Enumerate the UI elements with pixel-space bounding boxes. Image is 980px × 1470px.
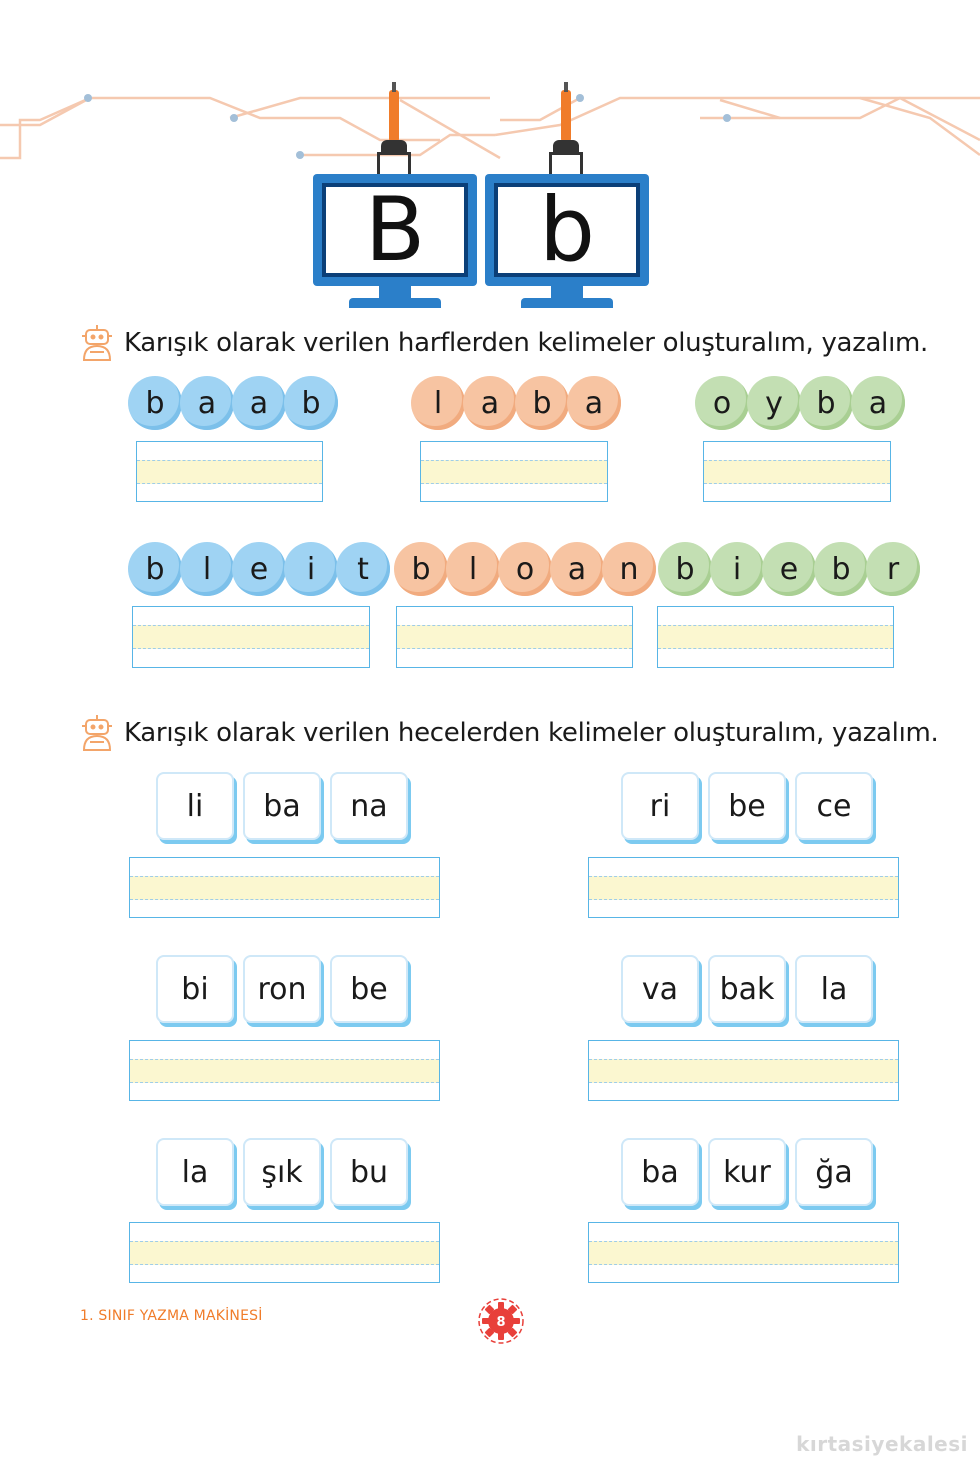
monitor-uppercase bbox=[313, 90, 477, 316]
letter-bubble: a bbox=[180, 376, 234, 430]
writing-line[interactable] bbox=[396, 606, 633, 668]
letter-bubble: b bbox=[515, 376, 569, 430]
writing-line[interactable] bbox=[420, 441, 608, 502]
letter-group-1 bbox=[128, 376, 336, 430]
syllable-group-2 bbox=[621, 772, 882, 840]
letter-group-2 bbox=[411, 376, 619, 430]
watermark: kırtasiyekalesi bbox=[796, 1432, 968, 1456]
letter-group-6 bbox=[658, 542, 918, 596]
letter-bubble: b bbox=[658, 542, 712, 596]
monitor-screen bbox=[313, 174, 477, 286]
robot-arm-icon bbox=[553, 140, 579, 152]
cable-icon bbox=[389, 90, 399, 142]
letter-bubble: i bbox=[284, 542, 338, 596]
cable-icon bbox=[561, 90, 571, 142]
syllable-card: ri bbox=[621, 772, 699, 840]
writing-line[interactable] bbox=[588, 857, 899, 918]
letter-bubble: e bbox=[232, 542, 286, 596]
letter-bubble: a bbox=[851, 376, 905, 430]
syllable-card: la bbox=[156, 1138, 234, 1206]
section1-instruction: Karışık olarak verilen harflerden kelimeler oluşturalım, yazalım. bbox=[80, 324, 928, 362]
letter-bubble: r bbox=[866, 542, 920, 596]
claw-icon bbox=[377, 152, 411, 174]
lowercase-letter: b bbox=[539, 178, 595, 281]
letter-bubble: l bbox=[411, 376, 465, 430]
writing-line[interactable] bbox=[129, 1222, 440, 1283]
writing-line[interactable] bbox=[703, 441, 891, 502]
syllable-card: be bbox=[330, 955, 408, 1023]
writing-line[interactable] bbox=[136, 441, 323, 502]
letter-bubble: b bbox=[394, 542, 448, 596]
syllable-card: va bbox=[621, 955, 699, 1023]
syllable-card: be bbox=[708, 772, 786, 840]
syllable-card: ğa bbox=[795, 1138, 873, 1206]
letter-bubble: b bbox=[284, 376, 338, 430]
letter-bubble: n bbox=[602, 542, 656, 596]
letter-bubble: a bbox=[550, 542, 604, 596]
page-number-badge bbox=[476, 1296, 526, 1346]
letter-bubble: i bbox=[710, 542, 764, 596]
writing-line[interactable] bbox=[588, 1040, 899, 1101]
letter-bubble: b bbox=[814, 542, 868, 596]
syllable-group-1 bbox=[156, 772, 417, 840]
letter-bubble: l bbox=[446, 542, 500, 596]
syllable-card: bu bbox=[330, 1138, 408, 1206]
letter-bubble: e bbox=[762, 542, 816, 596]
letter-bubble: o bbox=[695, 376, 749, 430]
robot-arm-icon bbox=[381, 140, 407, 152]
letter-bubble: a bbox=[463, 376, 517, 430]
syllable-card: ce bbox=[795, 772, 873, 840]
book-title: 1. SINIF YAZMA MAKİNESİ bbox=[80, 1308, 263, 1324]
writing-line[interactable] bbox=[657, 606, 894, 668]
syllable-card: bak bbox=[708, 955, 786, 1023]
robot-icon bbox=[80, 714, 114, 752]
page-number: 8 bbox=[496, 1315, 506, 1330]
letter-bubble: t bbox=[336, 542, 390, 596]
monitor-lowercase bbox=[485, 90, 649, 316]
letter-bubble: o bbox=[498, 542, 552, 596]
syllable-card: şık bbox=[243, 1138, 321, 1206]
syllable-card: bi bbox=[156, 955, 234, 1023]
syllable-card: kur bbox=[708, 1138, 786, 1206]
letter-bubble: y bbox=[747, 376, 801, 430]
syllable-card: na bbox=[330, 772, 408, 840]
letter-bubble: b bbox=[128, 542, 182, 596]
letter-group-5 bbox=[394, 542, 654, 596]
letter-group-3 bbox=[695, 376, 903, 430]
section2-instruction: Karışık olarak verilen hecelerden kelimeler oluşturalım, yazalım. bbox=[80, 714, 939, 752]
claw-icon bbox=[549, 152, 583, 174]
robot-icon bbox=[80, 324, 114, 362]
writing-line[interactable] bbox=[129, 857, 440, 918]
syllable-card: li bbox=[156, 772, 234, 840]
syllable-group-6 bbox=[621, 1138, 882, 1206]
letter-bubble: b bbox=[799, 376, 853, 430]
letter-bubble: b bbox=[128, 376, 182, 430]
syllable-group-4 bbox=[621, 955, 882, 1023]
writing-line[interactable] bbox=[129, 1040, 440, 1101]
syllable-group-3 bbox=[156, 955, 417, 1023]
syllable-card: ba bbox=[621, 1138, 699, 1206]
letter-bubble: l bbox=[180, 542, 234, 596]
syllable-card: ron bbox=[243, 955, 321, 1023]
uppercase-letter: B bbox=[364, 178, 426, 281]
gear-icon bbox=[476, 1296, 526, 1346]
syllable-card: ba bbox=[243, 772, 321, 840]
letter-bubble: a bbox=[567, 376, 621, 430]
writing-line[interactable] bbox=[588, 1222, 899, 1283]
syllable-card: la bbox=[795, 955, 873, 1023]
syllable-group-5 bbox=[156, 1138, 417, 1206]
letter-group-4 bbox=[128, 542, 388, 596]
letter-bubble: a bbox=[232, 376, 286, 430]
monitor-screen bbox=[485, 174, 649, 286]
writing-line[interactable] bbox=[132, 606, 370, 668]
